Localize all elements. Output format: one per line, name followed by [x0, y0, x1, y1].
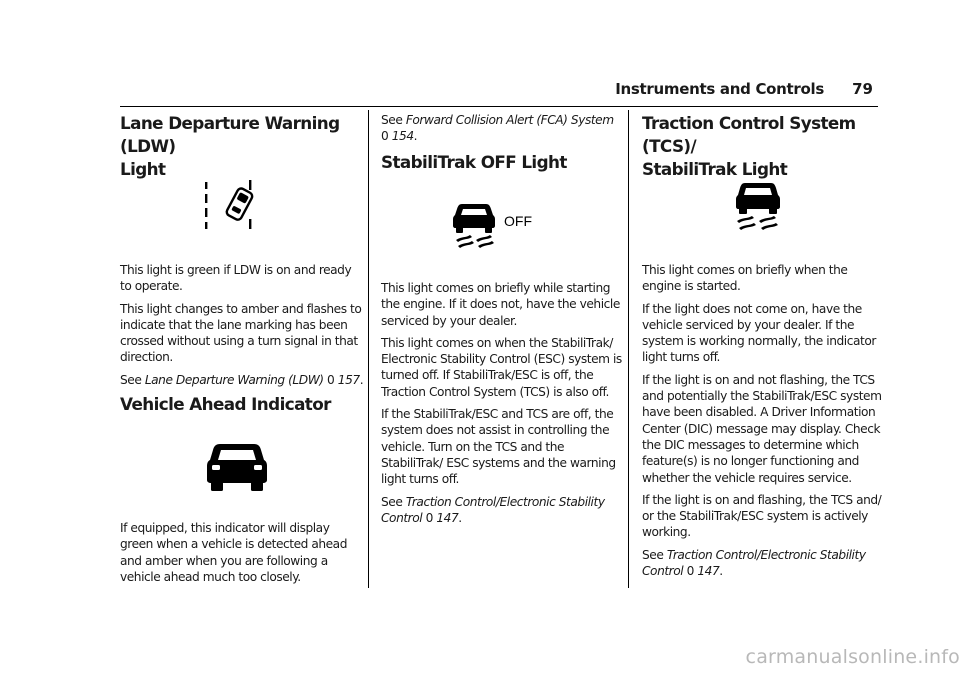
page-number: 79	[852, 80, 873, 98]
section-title: Instruments and Controls	[615, 80, 824, 98]
page-ref-icon: 0	[425, 510, 433, 525]
lane-departure-icon	[202, 177, 258, 233]
fca-reference	[381, 112, 621, 145]
page-ref-icon: 0	[327, 372, 335, 387]
tcs-heading	[642, 112, 882, 181]
ldw-see-reference: See Lane Departure Warning (LDW) 0 157.	[120, 372, 364, 387]
vehicle-ahead-paragraph-1: If equipped, this indicator will display green when a vehicle is detected ahead and amber when you are following a vehicle ahead much too closely.	[120, 521, 347, 584]
stabilitrak-off-see-link[interactable]: Traction Control/Electronic Stability Control	[381, 494, 605, 525]
tcs-paragraph-2: If the light does not come on, have the vehicle serviced by your dealer. If the system is working normally, the indicator light turns off.	[642, 301, 876, 365]
see-label: See	[120, 372, 142, 387]
tcs-see-reference: See Traction Control/Electronic Stability Control 0 147.	[642, 547, 866, 579]
column-divider-right	[628, 110, 629, 588]
stabilitrak-off-paragraph-2: This light comes on when the StabiliTrak/ Electronic Stability Control (ESC) system is turned off. If StabiliTrak/ESC is off, the Traction Control System (TCS) is also off.	[381, 335, 622, 399]
tcs-see-page[interactable]: 147	[697, 564, 720, 579]
tcs-body	[642, 262, 882, 579]
tcs-paragraph-3: If the light is on and not flashing, the TCS and potentially the StabiliTrak/ESC system have been disabled. A Driver Information Center (DIC) message may display. Check the DIC messages to determine which feature(s) is no longer functioning and whether the vehicle requires service.	[642, 372, 882, 485]
stabilitrak-off-heading: StabiliTrak OFF Light	[381, 152, 567, 172]
vehicle-ahead-body	[120, 520, 364, 585]
see-label: See	[381, 494, 403, 509]
header-rule	[120, 106, 878, 107]
vehicle-ahead-icon	[206, 442, 268, 492]
tcs-paragraph-1: This light comes on briefly when the engine is started.	[642, 263, 848, 294]
tcs-heading-line2: StabiliTrak Light	[642, 159, 788, 179]
left-column	[120, 112, 360, 181]
stabilitrak-off-body	[381, 280, 625, 526]
tcs-paragraph-4: If the light is on and flashing, the TCS and/ or the StabiliTrak/ESC system is actively working.	[642, 492, 882, 540]
ldw-see-page[interactable]: 157	[337, 372, 360, 387]
stabilitrak-off-see-page[interactable]: 147	[436, 510, 459, 525]
ldw-see-link[interactable]: Lane Departure Warning (LDW)	[144, 372, 324, 387]
traction-control-icon	[734, 180, 782, 230]
ldw-body	[120, 262, 364, 388]
see-label: See	[642, 547, 664, 562]
column-divider-left	[368, 110, 369, 588]
vehicle-ahead-heading: Vehicle Ahead Indicator	[120, 394, 331, 414]
stabilitrak-off-paragraph-3: If the StabiliTrak/ESC and TCS are off, the system does not assist in controlling the vehicle. Turn on the TCS and the StabiliTrak/ ESC systems and the warning light turns off.	[381, 407, 616, 487]
fca-see-link[interactable]: Forward Collision Alert (FCA) System	[405, 113, 614, 127]
stabilitrak-off-paragraph-1: This light comes on briefly while starting the engine. If it does not, have the vehicle serviced by your dealer.	[381, 281, 620, 328]
page-ref-icon: 0	[381, 129, 389, 144]
stabilitrak-off-icon	[452, 200, 534, 248]
tcs-see-link[interactable]: Traction Control/Electronic Stability Control	[642, 547, 866, 579]
stabilitrak-off-see-reference: See Traction Control/Electronic Stability Control 0 147.	[381, 494, 605, 525]
right-column	[642, 112, 882, 181]
ldw-heading-line2: Light	[120, 159, 166, 179]
watermark: carmanualsonline.info	[745, 646, 960, 668]
see-label: See	[381, 113, 403, 127]
ldw-heading-line1: Lane Departure Warning (LDW)	[120, 113, 340, 156]
page-ref-icon: 0	[686, 564, 694, 579]
fca-see-reference: See Forward Collision Alert (FCA) System 0 154.	[381, 113, 614, 144]
off-label: OFF	[504, 213, 532, 229]
ldw-heading	[120, 112, 360, 181]
fca-see-page[interactable]: 154	[391, 129, 414, 144]
tcs-heading-line1: Traction Control System (TCS)/	[642, 113, 856, 156]
ldw-paragraph-1: This light is green if LDW is on and ready to operate.	[120, 263, 352, 294]
ldw-paragraph-2: This light changes to amber and flashes to indicate that the lane marking has been crossed without using a turn signal in that direction.	[120, 301, 362, 365]
